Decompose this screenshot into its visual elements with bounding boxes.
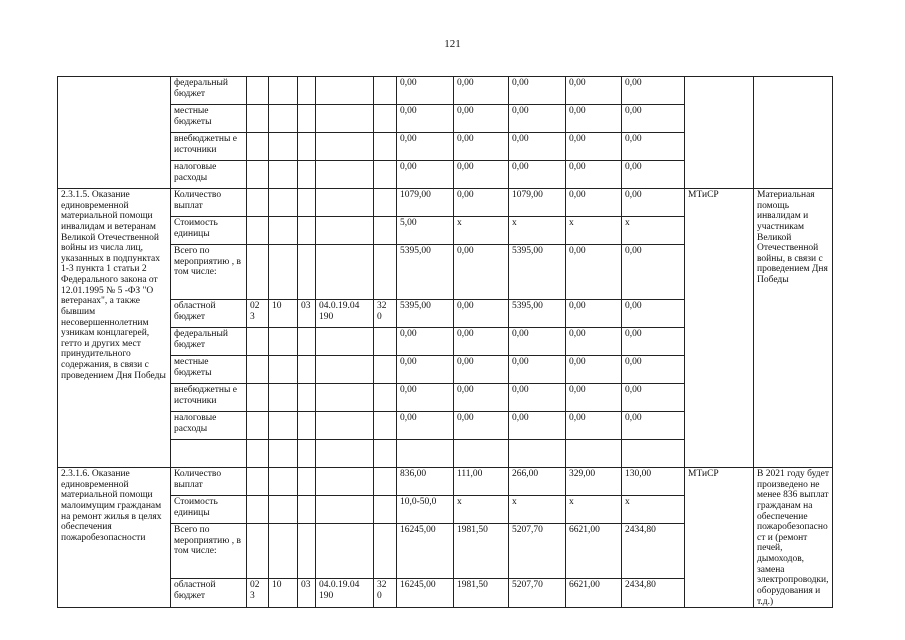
value-cell: 1079,00 [509,189,566,217]
value-cell: 5395,00 [509,300,566,328]
value-cell: 0,00 [622,412,685,440]
value-cell: 0,00 [566,133,622,161]
row-label: местные бюджеты [171,105,247,133]
row-spacer [171,440,247,468]
value-cell: 0,00 [509,77,566,105]
value-cell: x [509,496,566,524]
table-row [58,468,833,496]
value-cell: 0,00 [622,105,685,133]
value-cell: 111,00 [454,468,509,496]
value-cell: 266,00 [509,468,566,496]
value-cell: 0,00 [454,189,509,217]
row-label: налоговые расходы [171,161,247,189]
value-cell: 5207,70 [509,524,566,579]
value-cell: 6621,00 [566,579,622,608]
value-cell: 0,00 [454,245,509,300]
value-cell: 6621,00 [566,524,622,579]
value-cell: x [566,496,622,524]
row-label: Всего по мероприятию , в том числе: [171,524,247,579]
row-label: областной бюджет [171,579,247,608]
value-cell: 0,00 [566,328,622,356]
value-cell: 2434,80 [622,579,685,608]
value-cell: 0,00 [509,105,566,133]
row-label: внебюджетны е источники [171,384,247,412]
row-label: Всего по мероприятию , в том числе: [171,245,247,300]
value-cell: 0,00 [454,384,509,412]
value-cell: 0,00 [397,412,454,440]
code-cell: 32 0 [374,579,397,608]
value-cell: 10,0-50,0 [397,496,454,524]
row-label: внебюджетны е источники [171,133,247,161]
row-label: налоговые расходы [171,412,247,440]
value-cell: 0,00 [622,384,685,412]
row-label: Количество выплат [171,189,247,217]
code-cell: 03 [298,579,316,608]
row-label: федеральный бюджет [171,77,247,105]
value-cell: x [622,217,685,245]
code-cell: 10 [269,579,298,608]
value-cell: 5395,00 [397,245,454,300]
value-cell: 0,00 [622,133,685,161]
code-cell: 02 3 [247,579,269,608]
value-cell: 0,00 [566,245,622,300]
value-cell: 0,00 [622,328,685,356]
value-cell: 1079,00 [397,189,454,217]
value-cell: x [566,217,622,245]
table-row [58,189,833,217]
value-cell: 16245,00 [397,579,454,608]
code-cell: 04.0.19.04 190 [316,300,374,328]
value-cell: 0,00 [566,356,622,384]
row-label: местные бюджеты [171,356,247,384]
row-label: Стоимость единицы [171,496,247,524]
value-cell: x [622,496,685,524]
value-cell: x [454,217,509,245]
value-cell: 0,00 [509,328,566,356]
value-cell: 0,00 [622,245,685,300]
value-cell: 0,00 [397,328,454,356]
value-cell: 0,00 [454,412,509,440]
result-cell [754,77,833,189]
value-cell: 0,00 [397,133,454,161]
value-cell: 0,00 [509,384,566,412]
measure-name-cell: 2.3.1.6. Оказание единовременной материальной помощи малоимущим гражданам на ремонт жилья в целях обеспечения пожаробезопасности [58,468,171,608]
value-cell: 0,00 [397,384,454,412]
value-cell: 0,00 [566,300,622,328]
row-label: областной бюджет [171,300,247,328]
measure-name-cell: 2.3.1.5. Оказание единовременной материальной помощи инвалидам и ветеранам Великой Отечественной войны из числа лиц, указанных в подпунктах 1-3 пункта 1 статьи 2 Федерального закона от 12.01.1995 № 5 -ФЗ "О ветеранах", а также бывшим несовершеннолетним узникам концлагерей, гетто и других мест принудительного содержания, в связи с проведением Дня Победы [58,189,171,468]
code-cell: 02 3 [247,300,269,328]
value-cell: 0,00 [509,161,566,189]
value-cell: 1981,50 [454,524,509,579]
code-cell: 32 0 [374,300,397,328]
code-cell: 03 [298,300,316,328]
value-cell: 0,00 [509,356,566,384]
executor-cell: МТиСР [685,189,754,468]
value-cell: 0,00 [454,161,509,189]
value-cell: 0,00 [454,328,509,356]
value-cell: x [509,217,566,245]
result-cell: В 2021 году будет произведено не менее 836 выплат гражданам на обеспечение пожаробезопасност и (ремонт печей, дымоходов, замена электропроводки, оборудования и т.д.) [754,468,833,608]
value-cell: 0,00 [397,77,454,105]
value-cell: 0,00 [566,105,622,133]
value-cell: 0,00 [509,133,566,161]
result-cell: Материальная помощь инвалидам и участникам Великой Отечественной войны, в связи с проведением Дня Победы [754,189,833,468]
value-cell: 130,00 [622,468,685,496]
value-cell: 1981,50 [454,579,509,608]
measure-name-cell [58,77,171,189]
value-cell: 5,00 [397,217,454,245]
budget-table [57,76,833,608]
value-cell: 0,00 [622,356,685,384]
value-cell: 0,00 [397,161,454,189]
value-cell: 0,00 [566,77,622,105]
value-cell: 5395,00 [509,245,566,300]
value-cell: x [454,496,509,524]
value-cell: 0,00 [509,412,566,440]
value-cell: 0,00 [622,77,685,105]
value-cell: 5395,00 [397,300,454,328]
page-number: 121 [444,38,461,50]
value-cell: 0,00 [454,300,509,328]
value-cell: 836,00 [397,468,454,496]
value-cell: 2434,80 [622,524,685,579]
value-cell: 16245,00 [397,524,454,579]
value-cell: 0,00 [454,356,509,384]
value-cell: 0,00 [397,356,454,384]
row-label: Стоимость единицы [171,217,247,245]
row-label: Количество выплат [171,468,247,496]
value-cell: 0,00 [622,189,685,217]
value-cell: 0,00 [566,412,622,440]
table-row [58,77,833,105]
value-cell: 0,00 [622,300,685,328]
code-cell: 04.0.19.04 190 [316,579,374,608]
value-cell: 0,00 [454,77,509,105]
value-cell: 5207,70 [509,579,566,608]
code-cell: 10 [269,300,298,328]
executor-cell: МТиСР [685,468,754,608]
row-label: федеральный бюджет [171,328,247,356]
value-cell: 0,00 [397,105,454,133]
value-cell: 0,00 [622,161,685,189]
value-cell: 0,00 [454,105,509,133]
value-cell: 0,00 [566,189,622,217]
value-cell: 329,00 [566,468,622,496]
value-cell: 0,00 [566,384,622,412]
executor-cell [685,77,754,189]
value-cell: 0,00 [566,161,622,189]
value-cell: 0,00 [454,133,509,161]
